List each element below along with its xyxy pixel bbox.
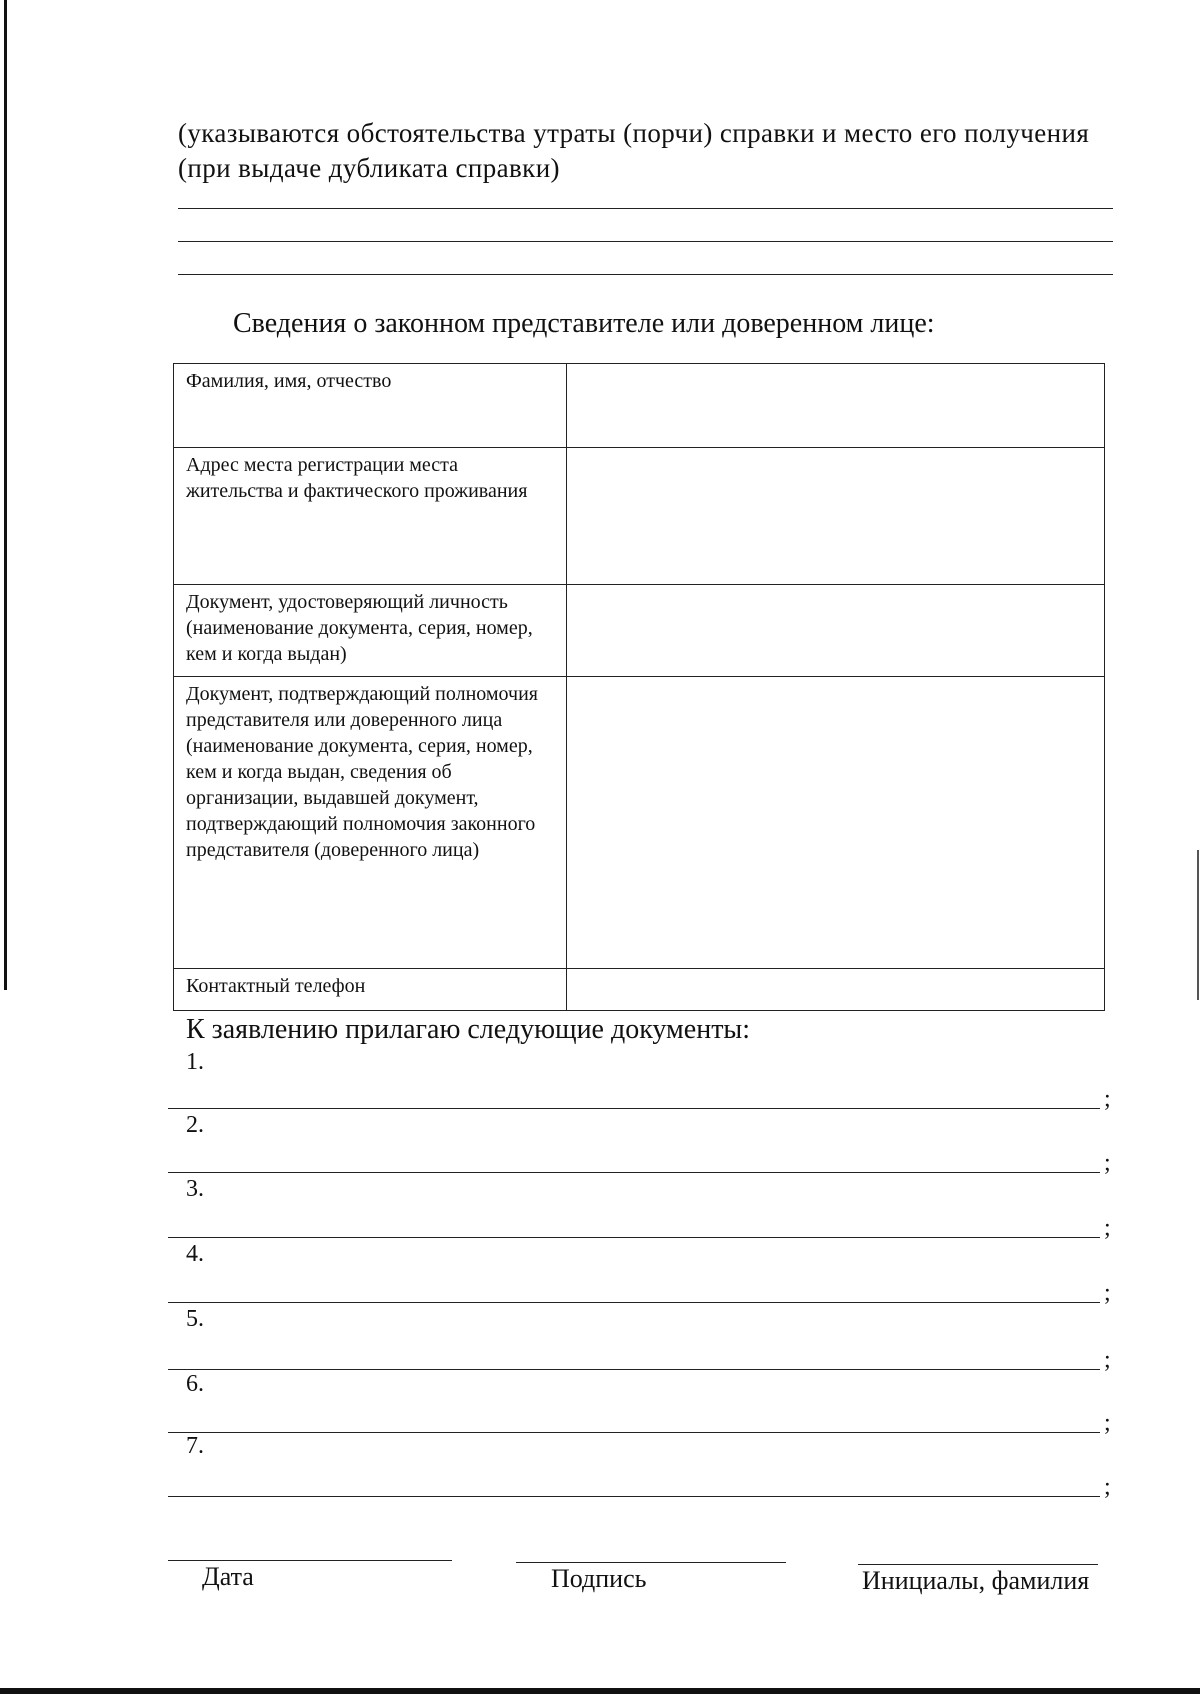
table-row	[174, 969, 1105, 1011]
attachment-number: 6.	[186, 1371, 204, 1397]
attachment-number: 7.	[186, 1433, 204, 1459]
attachment-end: ;	[1104, 1280, 1111, 1306]
representative-table	[173, 363, 1105, 1011]
note-fill-line[interactable]	[178, 208, 1113, 209]
attachment-end: ;	[1104, 1150, 1111, 1176]
table-row	[174, 677, 1105, 969]
row-label: Контактный телефон	[174, 969, 567, 1011]
note-fill-line[interactable]	[178, 241, 1113, 242]
duplicate-note: (указываются обстоятельства утраты (порчи) справки и место его получения (при выдаче дубликата справки)	[178, 118, 1090, 183]
row-label: Документ, подтверждающий полномочия представителя или доверенного лица (наименование документа, серия, номер, кем и когда выдан, сведения об организации, выдавшей документ, подтверждающий полномочия законного представителя (доверенного лица)	[174, 677, 567, 969]
attachment-number: 2.	[186, 1112, 204, 1138]
scan-border-right	[1197, 850, 1199, 1000]
attachment-fill-line[interactable]	[168, 1369, 1100, 1370]
attachment-number: 5.	[186, 1306, 204, 1332]
attachment-end: ;	[1104, 1410, 1111, 1436]
signature-fill-line[interactable]	[516, 1562, 786, 1563]
attachment-fill-line[interactable]	[168, 1237, 1100, 1238]
table-row	[174, 585, 1105, 677]
scan-border-bottom	[0, 1688, 1200, 1694]
date-fill-line[interactable]	[168, 1560, 452, 1561]
row-value-field[interactable]	[567, 969, 1105, 1011]
attachment-end: ;	[1104, 1215, 1111, 1241]
table-row	[174, 448, 1105, 585]
name-label: Инициалы, фамилия	[862, 1566, 1090, 1595]
signature-label: Подпись	[551, 1564, 647, 1593]
attachment-end: ;	[1104, 1347, 1111, 1373]
attachment-fill-line[interactable]	[168, 1302, 1100, 1303]
attachment-number: 3.	[186, 1176, 204, 1202]
attachment-end: ;	[1104, 1474, 1111, 1500]
row-label: Адрес места регистрации места жительства и фактического проживания	[174, 448, 567, 585]
attachment-fill-line[interactable]	[168, 1172, 1100, 1173]
row-value-field[interactable]	[567, 677, 1105, 969]
row-label: Фамилия, имя, отчество	[174, 364, 567, 448]
date-label: Дата	[202, 1562, 254, 1591]
note-fill-line[interactable]	[178, 274, 1113, 275]
row-value-field[interactable]	[567, 585, 1105, 677]
row-value-field[interactable]	[567, 364, 1105, 448]
attachment-number: 4.	[186, 1241, 204, 1267]
name-fill-line[interactable]	[858, 1564, 1098, 1565]
attachment-fill-line[interactable]	[168, 1432, 1100, 1433]
row-value-field[interactable]	[567, 448, 1105, 585]
scan-border-left	[4, 0, 7, 990]
attachment-fill-line[interactable]	[168, 1496, 1100, 1497]
attachment-end: ;	[1104, 1086, 1111, 1112]
representative-title: Сведения о законном представителе или доверенном лице:	[233, 308, 935, 339]
table-row	[174, 364, 1105, 448]
row-label: Документ, удостоверяющий личность (наименование документа, серия, номер, кем и когда выдан)	[174, 585, 567, 677]
attachment-fill-line[interactable]	[168, 1108, 1100, 1109]
attachments-title: К заявлению прилагаю следующие документы:	[186, 1014, 751, 1045]
attachment-number: 1.	[186, 1049, 204, 1075]
